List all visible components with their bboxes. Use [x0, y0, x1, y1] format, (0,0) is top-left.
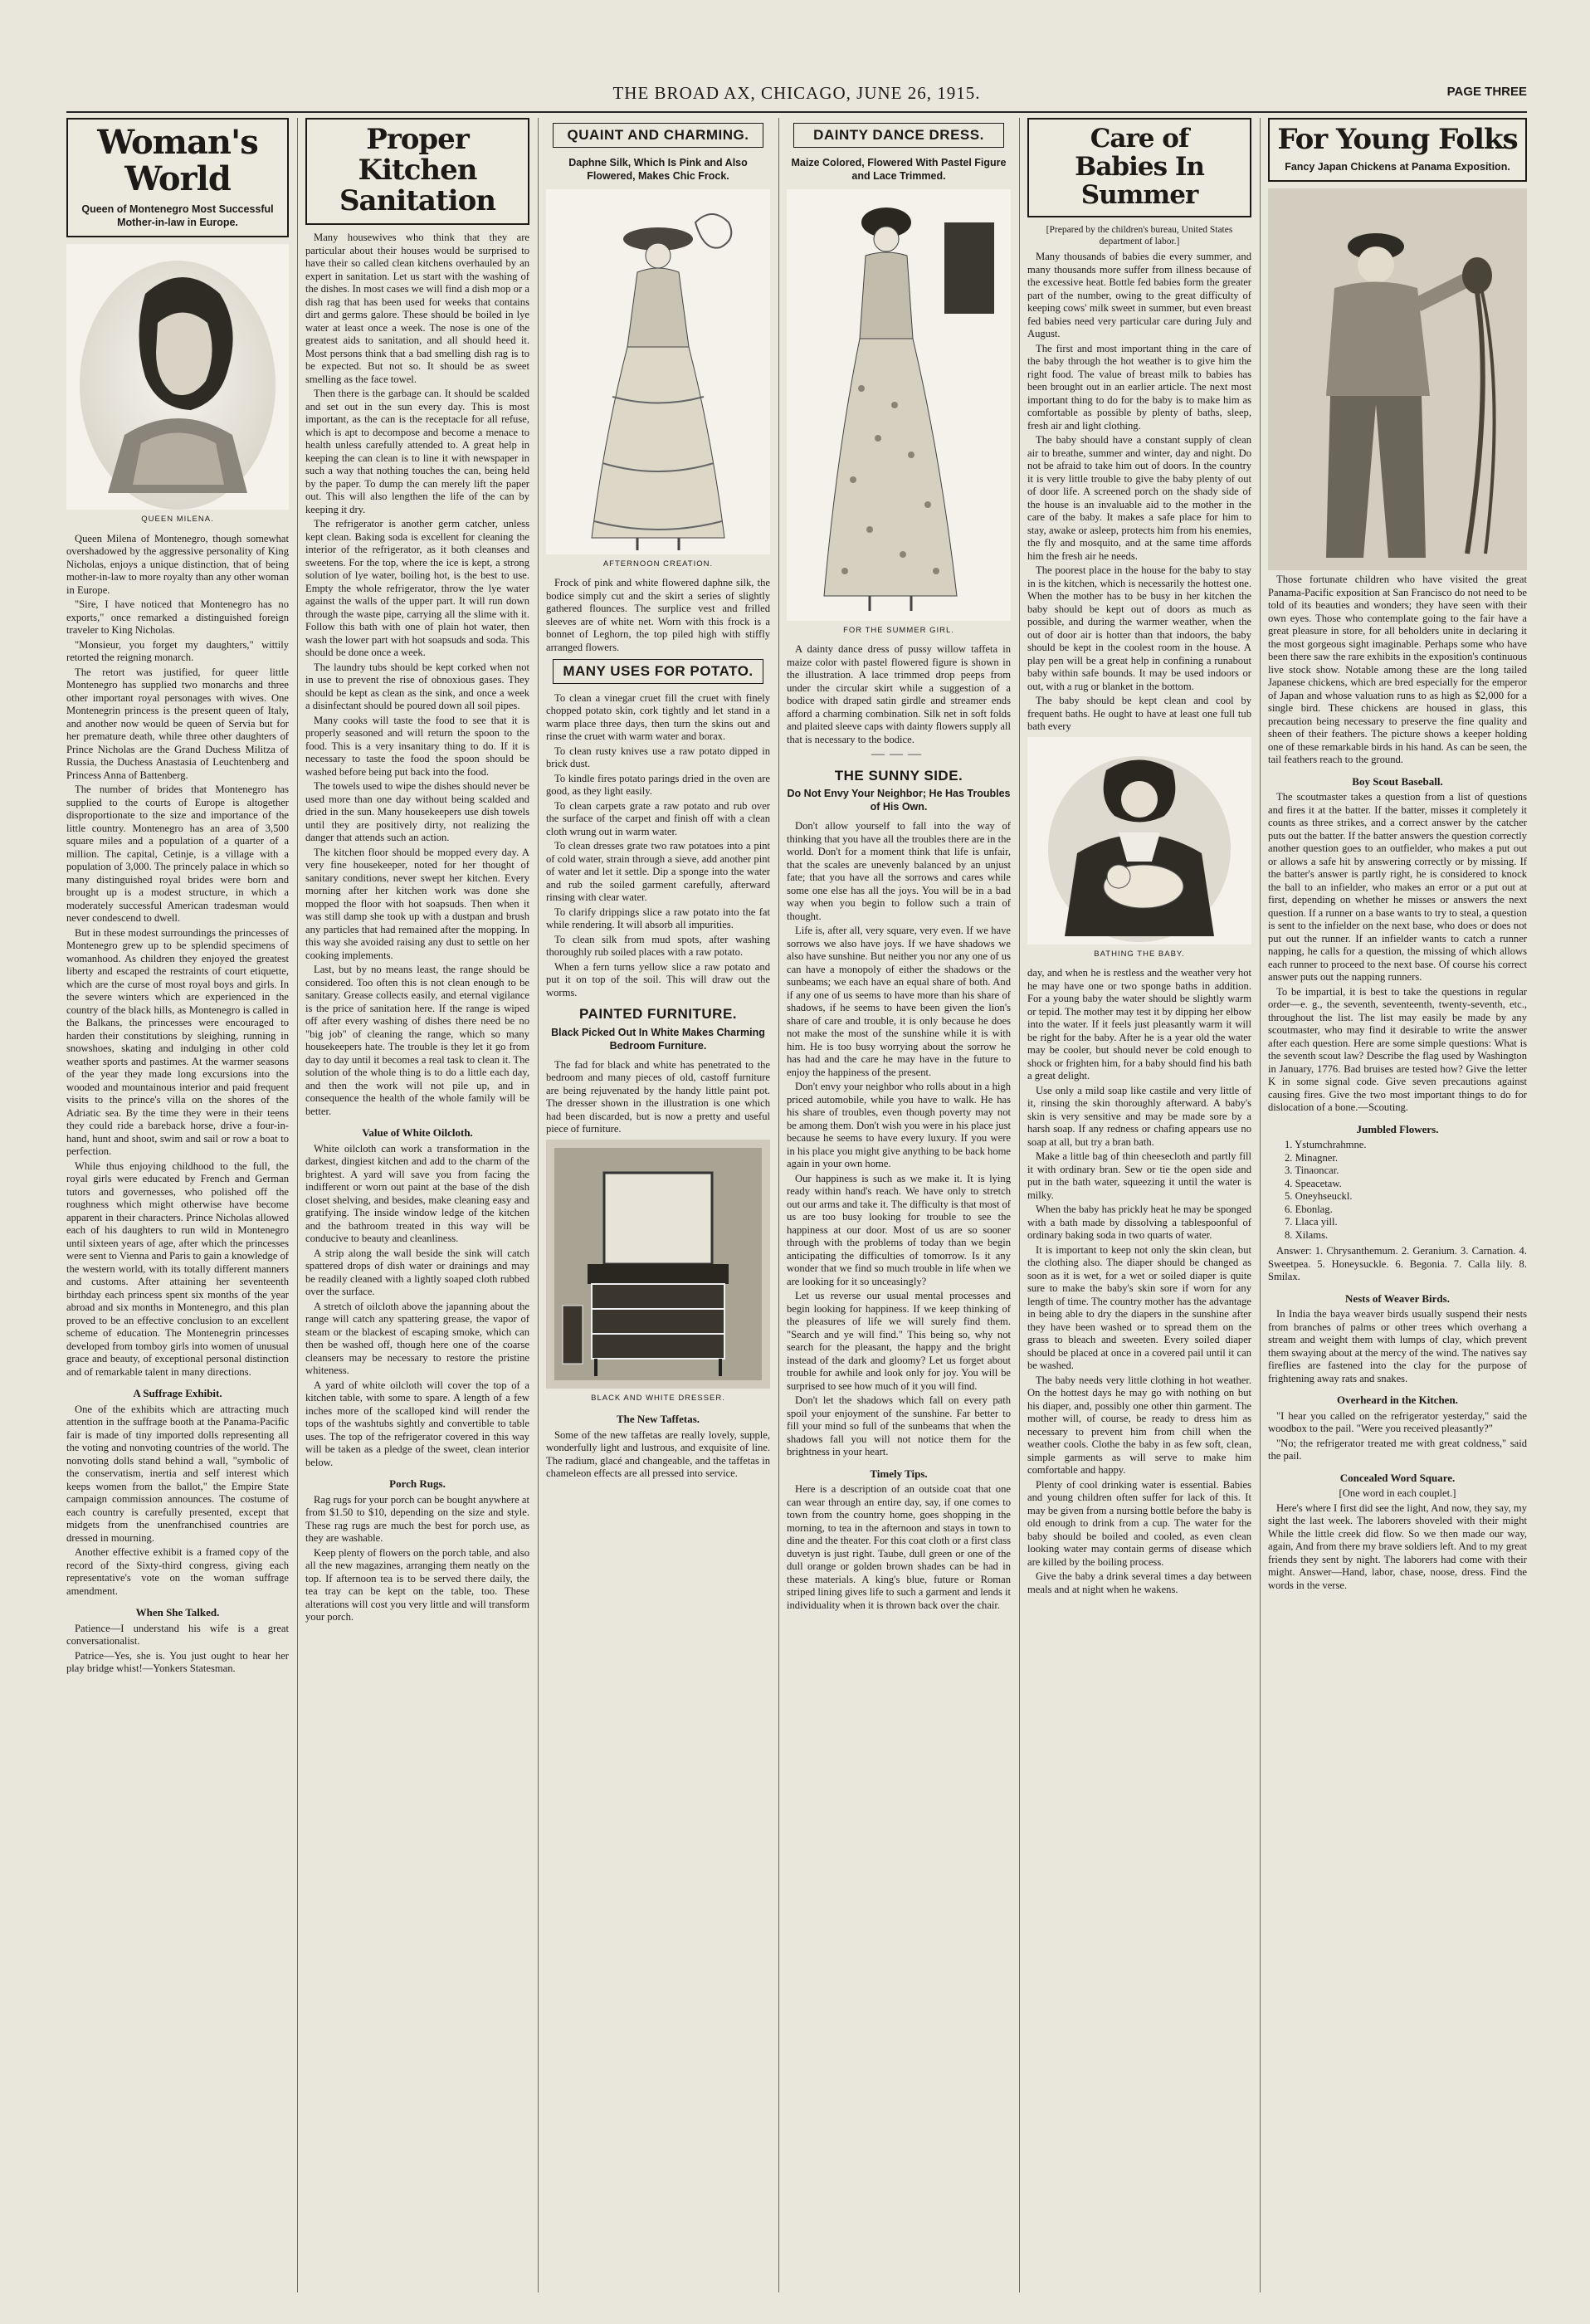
headline-line: Proper [366, 123, 469, 156]
headline-box [1027, 118, 1251, 217]
paragraph: Last, but by no means least, the range should be considered. Too often this is not clean enough to be sanitary. Grease collects easily, and eternal vigilance is the price of sanitation here. If the range is wiped off after every washing of dishes there need be no "big job" of cleaning the range, which so many housekeepers hate. The trouble is they let it go from day to day until it becomes a real task to clean it. The solution of the whole thing is to do a little each day, and then the work will not pile up, and in consequence the health of the whole family will be better. [305, 964, 529, 1117]
list-item: 3. Tinaoncar. [1285, 1164, 1339, 1176]
paragraph: Plenty of cool drinking water is essential. Babies and young children often suffer for lack of this. It may be given from a nursing bottle before the baby is old enough to drink from a cup. The water for the baby should be boiled and cooled, as even clean looking water may contain germs of disease which are killed by the boiling process. [1027, 1478, 1251, 1568]
divider-ornament: ——— [871, 747, 926, 761]
paragraph: The first and most important thing in the care of the baby through the hot weather is to give him the right food. The value of breast milk to babies has been brought out in an earlier article. The next most important thing to do for the baby is to make him as comfortable as possible by plenty of baths, sleep, fresh air and light clothing. [1027, 342, 1251, 432]
paragraph: When the baby has prickly heat he may be sponged with a bath made by dissolving a tablespoonful of ordinary baking soda in two quarts of water. [1027, 1204, 1251, 1241]
subheadline: Daphne Silk, Which Is Pink and Also Flowered, Makes Chic Frock. [568, 156, 748, 182]
headline-box [305, 118, 529, 225]
section-heading: Porch Rugs. [389, 1477, 446, 1490]
subheadline: Fancy Japan Chickens at Panama Exposition. [1285, 161, 1510, 173]
subheadline: Queen of Montenegro Most Successful Mother-in-law in Europe. [81, 203, 274, 228]
paragraph: Give the baby a drink several times a day between meals and at night when he wakens. [1027, 1570, 1251, 1595]
paragraph: "Monsieur, you forget my daughters," wittily retorted the reigning monarch. [66, 638, 289, 663]
list-item: 2. Minagner. [1285, 1151, 1339, 1164]
headline-line: Sanitation [339, 184, 495, 217]
headline-painted-furniture: PAINTED FURNITURE. [578, 1006, 737, 1022]
bathing-baby-illustration [1027, 737, 1251, 945]
paragraph: Some of the new taffetas are really lovely, supple, wonderfully light and lustrous, and exquisite of line. The radium, glacé and changeable, and the taffetas in chameleon effects are all pressed into service. [546, 1428, 770, 1479]
headline-box [66, 118, 289, 237]
list-item: 1. Ystumchrahmne. [1285, 1139, 1367, 1150]
column-rule [778, 118, 779, 2292]
paragraph: The kitchen floor should be mopped every day. A very fine housekeeper, noted for her thought of sanitary conditions, never swept her kitchen. Every morning after her kitchen work was done she mopped the floor with hot soapsuds. Then when it was still damp she took up with a dustpan and brush any particles that had remained after the mopping. In this way she avoided raising any dust to settle on her cooking implements. [305, 846, 529, 961]
headline-box [1268, 118, 1527, 182]
paragraph: Here is a description of an outside coat that one can wear through an entire day, say, if one comes to town from the country home, goes shopping in the morning, to tea in the afternoon and stays in town to dine and the theater. For this coat cloth or a first class duvetyn is just right. Taube, dull green or one of the dull orange or golden brown shades can be had in these materials. A king's blue, future or Roman striped lining gives life to such a garment and lends it individuality when it is thrown back over the chair. [787, 1483, 1011, 1611]
list-item: 6. Ebonlag. [1285, 1203, 1333, 1215]
paragraph: Don't allow yourself to fall into the way of thinking that you have all the troubles there are in the world. Don't for a moment think that life is unfair, that the scales are unevenly balanced by an unjust fate; that you have all the sorrows and cares while some one else has all the joys. You will be in a bad way when you begin to follow such a train of thought. [787, 820, 1011, 922]
paragraph: Many housewives who think that they are particular about their houses would be surprised to have their so called clean kitchens overhauled by an expert in sanitation. Let us start with the washing of the dishes. In most cases we will find a dish mop or a dish rag that has been used for weeks that contains dirt and germs galore. These should be boiled in lye water at least once a week. The nose is one of the greatest aids to sanitation, and all should heed it. Most persons think that a bad smelling dish rag is to be expected. But not so. It should be as sweet smelling as the face towel. [305, 232, 529, 385]
section-heading: Overheard in the Kitchen. [1337, 1394, 1458, 1406]
paragraph: A strip along the wall beside the sink will catch spattered drops of dish water or drainings and may be readily cleaned with a lightly soaped cloth rubbed over the surface. [305, 1247, 529, 1297]
headline-line: Kitchen [358, 154, 477, 187]
paragraph: Another effective exhibit is a framed copy of the record of the Sixty-third congress, giving each representative's vote on the woman suffrage amendment. [66, 1546, 289, 1597]
headline-box [553, 659, 763, 684]
column-dance-dress [787, 118, 1011, 2292]
paragraph: To clean silk from mud spots, after washing thoroughly rub soiled places with a raw potato. [546, 933, 770, 958]
paragraph: Make a little bag of thin cheesecloth and partly fill it with ordinary bran. Sew or tie the open side and put in the bath water, squeezing it until the water is milky. [1027, 1150, 1251, 1201]
paragraph: Here's where I first did see the light, And now, they say, my sight the last week. The laborers shoveled with their might While the little creek did flow. So we then made our way, again, And from there my brave soldiers left. And to my great friends they sent by night. The laborers had come with their might. Answer—Hand, labor, chase, noose, dress. Find the words in the verse. [1268, 1501, 1527, 1591]
headline-dainty-dance-dress: DAINTY DANCE DRESS. [813, 127, 984, 143]
section-heading: Value of White Oilcloth. [362, 1126, 473, 1139]
portrait-illustration [66, 244, 289, 510]
paragraph: [One word in each couplet.] [1339, 1487, 1456, 1499]
page-number: PAGE THREE [1446, 85, 1527, 99]
dress-illustration [787, 189, 1011, 621]
headline-box [553, 123, 763, 148]
paragraph: To be impartial, it is best to take the questions in regular order—e. g., the seventh, seventeenth, twenty-seventh, etc., throughout the list. The list may easily be made by any scoutmaster, who may find it desirable to write the answer after each question. Here are some simple questions: What is the seventh scout law? Describe the flag used by Washington in January, 1776. Bad bruises are tested how? Give the letter K in some signal code. Give seven precautions against causing fires. Give the two most important things to do for dislocation of a bone.—Scouting. [1268, 985, 1527, 1113]
column-rule [538, 118, 539, 2292]
paragraph: Let us reverse our usual mental processes and begin looking for happiness. If we keep thinking of the pleasures of life we will surely find them. "Search and ye will find." This being so, why not search for the pleasant, the happy and the bright instead of the dark and gloomy? Let us forget about trouble for awhile and look only for joy. You will be surprised to see how much of it you will find. [787, 1290, 1011, 1392]
section-heading: When She Talked. [135, 1606, 220, 1618]
headline-the-sunny-side: THE SUNNY SIDE. [834, 767, 963, 784]
list-item: 8. Xilams. [1285, 1228, 1329, 1241]
paragraph: The baby needs very little clothing in hot weather. On the hottest days he may go with nothing on but his diaper, and, possibly one other thin garment. The mother will, of course, be ready to dress him as necessary to prevent him from chill when the weather cools. Clothe the baby in as few soft, clean, simple garments as will serve to make him comfortable and happy. [1027, 1374, 1251, 1476]
column-care-of-babies [1027, 118, 1251, 2292]
image-caption: AFTERNOON CREATION. [602, 559, 714, 569]
paragraph: Rag rugs for your porch can be bought anywhere at from $1.50 to $10, depending on the size and style. These rag rugs are much the best for porch use, as they are washable. [305, 1493, 529, 1544]
paragraph: The retort was justified, for queer little Montenegro has supplied two monarchs and three other important royal personages with wives. One Montenegrin princess is the present queen of Italy, and another now would be queen of Servia but for her premature death, while three other daughters of Prince Nicholas are the Grand Duchess Militza of Russia, the Duchess Anastasia of Leuchtenberg and Princess Anna of Battenberg. [66, 666, 289, 781]
paragraph: While thus enjoying childhood to the full, the royal girls were educated by French and German tutors and governesses, who polished off the roughness which might otherwise have become apparent in their characters. Prince Nicholas allowed each of his daughters to run wild in Montenegro until sixteen years of age, after which the princesses were sent to Vienna and Paris to gain a knowledge of the western world, with its totally different manners and customs. After attaining her seventeenth birthday each princess spent six months of the year abroad and six months in Montenegro, and this plan proved to be an effective conclusion to an excellent scheme of education. The Montenegrin princesses developed from tomboy girls into women of unusual grace and beauty, of exceptional personal distinction and of remarkable talent in many directions. [66, 1160, 289, 1378]
masthead [66, 83, 1527, 113]
paragraph: Then there is the garbage can. It should be scalded and set out in the sun every day. This is most important, as the can is the receptacle for all refuse, which is apt to decompose and become a menace to health unless carefully attended to. A great help in keeping the can clean is to line it with newspaper in such a way that nothing touches the can, being held by the paper. To dump the can merely lift the paper out. This will also lengthen the life of the can by keeping it dry. [305, 388, 529, 515]
paragraph: To clarify drippings slice a raw potato into the fat while rendering. It will absorb all impurities. [546, 906, 770, 930]
image-caption: BATHING THE BABY. [1094, 949, 1185, 959]
paragraph: Patrice—Yes, she is. You just ought to hear her play bridge whist!—Yonkers Statesman. [66, 1649, 289, 1674]
section-heading: Jumbled Flowers. [1356, 1122, 1439, 1135]
paragraph: The refrigerator is another germ catcher, unless kept clean. Baking soda is excellent for cleaning the interior of the refrigerator, as it both cleanses and sweetens. For the top, where the ice is kept, a strong solution of lye water, boiling hot, is the best to use. Empty the whole refrigerator, throw the lye water against the walls of the upper part. It will run down through the waste pipe, carrying all the slime with it. Follow this bath with one of plain hot water, then wash the lower part with hot soapsuds and soda. This should be done once a week. [305, 518, 529, 658]
paragraph: Patience—I understand his wife is a great conversationalist. [66, 1622, 289, 1647]
section-heading: A Suffrage Exhibit. [133, 1387, 222, 1399]
paragraph: White oilcloth can work a transformation in the darkest, dingiest kitchen and add to the charm of the brightest. A yard will save you from facing the indifferent or worn out paint at the base of the dish closet shelving, and besides, make cleaning easy and gratifying. The inside window ledge of the kitchen and the bathroom treated in this way will be conducive to beauty and cleanliness. [305, 1142, 529, 1244]
paragraph: It is important to keep not only the skin clean, but the clothing also. The diaper should be changed as soon as it is wet, for a wet or soiled diaper is quite sure to make the baby's skin sore if worn for any length of time. The country mother has the advantage in being able to dry the diapers in the sunshine after they have been washed or to spread them on the grass to bleach and sweeten. Every soiled diaper should be placed at once in a covered pail until it can be washed. [1027, 1243, 1251, 1371]
column-rule [1260, 118, 1261, 2292]
column-womans-world [66, 118, 289, 2292]
section-heading: Boy Scout Baseball. [1352, 774, 1443, 788]
image-caption: QUEEN MILENA. [141, 515, 214, 524]
column-young-folks [1268, 118, 1527, 2292]
paragraph: One of the exhibits which are attracting much attention in the suffrage booth at the Panama-Pacific fair is made of tiny imported dolls representing all the voting and nonvoting countries of the world. The nonvoting dolls stand behind a wall, "symbolic of the conservatism, inertia and self interest which keeps women from the ballot," the Empire State campaign commission announces. The costume of each country is carefully presented, except that midgets from the unenfranchised countries are dressed in mourning. [66, 1403, 289, 1544]
paragraph: The fad for black and white has penetrated to the bedroom and many pieces of old, castoff furniture are being rejuvenated by the handy little paint pot. The dresser shown in the illustration is one which had been discarded, but is now a pretty and useful piece of furniture. [546, 1058, 770, 1135]
paragraph: The baby should be kept clean and cool by frequent baths. He ought to have at least one full tub bath every [1027, 695, 1251, 732]
section-heading: Timely Tips. [870, 1467, 928, 1480]
keeper-with-chicken-illustration [1268, 188, 1527, 570]
paragraph: But in these modest surroundings the princesses of Montenegro grew up to be splendid specimens of womanhood. As children they enjoyed the greatest liberty and escaped the restraints of court etiquette, which are the curse of most royal boys and girls. In the severe winters which are experienced in the country of the black hills, as Montenegro is called in the Balkans, the princesses were encouraged to harden their constitutions by sleighing, running in snowshoes, skating and indulging in other cold weather sports and pastimes. At the warmer seasons of the year they made long excursions into the wooded and mountainous interior and paid frequent visits to the prince's villa on the shores of the Adriatic sea. By the time they were in their teens they could ride a bareback horse, drive a four-in-hand, hunt and shoot, swim and sail or row a boat to perfection. [66, 926, 289, 1157]
paragraph: To kindle fires potato parings dried in the oven are good, as they light easily. [546, 772, 770, 797]
fashion-illustration [546, 189, 770, 554]
paragraph: To clean dresses grate two raw potatoes into a pint of cold water, strain through a sieve, add another pint of water and let it settle. Dip a sponge into the water and rub the soiled garment carefully, afterward rinsing with clear water. [546, 840, 770, 903]
headline-womans-world: Woman's World [97, 123, 258, 198]
dresser-illustration [546, 1140, 770, 1389]
paragraph: Many cooks will taste the food to see that it is properly seasoned and will return the spoon to the food. This is a very insanitary thing to do. If it is necessary to taste the food the spoon should be washed before being put back into the food. [305, 714, 529, 778]
folio-line: THE BROAD AX, CHICAGO, JUNE 26, 1915. [612, 83, 981, 103]
paragraph: Those fortunate children who have visited the great Panama-Pacific exposition at San Francisco do not need to be told of its beauties and wonders; they have seen with their own eyes. Those who contemplate going to the fair have a great pleasure in store, for all beholders unite in declaring it the most gorgeous sight imaginable. Perhaps some who have been there saw the rare exhibits in the exposition's continuous live stock show. Notable among these are the long tailed Japanese chickens, which are bred especially for the emperor of Japan and whose valuation runs to as high as $2,000 for a single bird. These chickens are housed in glass, this precaution being necessary to preserve the fine quality and sheen of their feathers. The picture shows a keeper holding one of these remarkable birds in his hand. As can be seen, the tail feathers reach to the ground. [1268, 574, 1527, 765]
paragraph: Don't envy your neighbor who rolls about in a high priced automobile, while you have to walk. He has his share of troubles, even though poverty may not be among them. Don't wish you were in his place just because he seems to have every luxury. If you were in his place you might give anything to be back home again in your own home. [787, 1081, 1011, 1169]
headline-line: Care of [1090, 124, 1189, 154]
paragraph: The poorest place in the house for the baby to stay in is the kitchen, which is necessarily the hottest one. When the mother has to be busy in her kitchen the baby should be kept out of doors as much as possible, and during the warmer weather, when the out of door air is hotter than that indoors, the baby should be kept in the coolest room in the house. A play pen will be a great help in confining a runabout baby within safe bounds. It may be used indoors or out, with a rug or blanket in the bottom. [1027, 564, 1251, 692]
subheadline: Do Not Envy Your Neighbor; He Has Troubles of His Own. [787, 788, 1011, 813]
paragraph: A stretch of oilcloth above the japanning about the range will catch any spattering grease, the vapor of steam or the blackest of escaping smoke, which can then be washed off, though here one of the coarse cleansers may be necessary to restore the pristine whiteness. [305, 1300, 529, 1376]
paragraph: day, and when he is restless and the weather very hot he may have one or two sponge baths in addition. For a young baby the water should be slightly warm or tepid. The mother may test it by dipping her elbow into the water. If it feels just pleasantly warm it will be right for the baby. After he is a year old the water may be cooler, but should never be cold enough to shock or frighten him, for a baby should find his bath a great delight. [1027, 967, 1251, 1081]
paragraph: A dainty dance dress of pussy willow taffeta in maize color with pastel flowered figure is shown in the illustration. A lace trimmed drop peeps from under the circular skirt while a suggestion of a bodice with draped satin girdle and streamer ends afford a charming combination. Silk net in soft folds and plaited sleeve caps with dainty flowers supply all that is necessary to the bodice. [787, 643, 1011, 745]
image-caption: BLACK AND WHITE DRESSER. [591, 1393, 725, 1403]
byline: [Prepared by the children's bureau, United States department of labor.] [1046, 225, 1233, 247]
paragraph: Our happiness is such as we make it. It is lying ready within hand's reach. We have only to stretch out our arms and take it. The difficulty is that most of us are too busy looking for trouble to see the happiness at our door. Most of us are so sooner through with the problems of today than we begin anticipating the difficulties of tomorrow. Is it any wonder that we find so much trouble in life when we are looking for it so unceasingly? [787, 1172, 1011, 1287]
list-item: 7. Llaca yill. [1285, 1216, 1338, 1228]
column-fashion-potato [546, 118, 770, 2292]
paragraph: Use only a mild soap like castile and very little of it, rinsing the skin thoroughly afterward. A baby's skin is very sensitive and may be made sore by a harsh soap. If any redness or chafing appears use no soap at all, but try a bran bath. [1027, 1084, 1251, 1148]
paragraph: To clean carpets grate a raw potato and rub over the surface of the carpet and finish off with a clean cloth wrung out in warm water. [546, 799, 770, 837]
column-kitchen-sanitation [305, 118, 529, 2292]
paragraph: "Sire, I have noticed that Montenegro has no exports," once remarked a distinguished foreign traveler to King Nicholas. [66, 598, 289, 636]
paragraph: A yard of white oilcloth will cover the top of a kitchen table, with some to spare. A length of a few inches more of the scalloped kind will render the tops of the washtubs sightly and convertible to table uses. The top of the refrigerator covered in this way will be taken as a pledge of the sweet, clean interior below. [305, 1379, 529, 1468]
paragraph: Keep plenty of flowers on the porch table, and also all the new magazines, arranging them neatly on the top. If afternoon tea is to be served there daily, the tea tray can be kept on the table, too. These alterations will cost you very little and will transform your porch. [305, 1546, 529, 1623]
paragraph: Don't let the shadows which fall on every path spoil your enjoyment of the sunshine. Far better to fill your mind so full of the sunbeams that when the shadows fall you will not notice them for the brightness in your heart. [787, 1394, 1011, 1457]
headline-quaint-and-charming: QUAINT AND CHARMING. [567, 127, 749, 143]
paragraph: "No; the refrigerator treated me with great coldness," said the pail. [1268, 1437, 1527, 1462]
section-heading: The New Taffetas. [616, 1413, 700, 1425]
subheadline: Maize Colored, Flowered With Pastel Figure and Lace Trimmed. [791, 156, 1007, 182]
paragraph: In India the baya weaver birds usually suspend their nests from branches of palms or other trees which overhang a stream and weight them with lumps of clay, which prevent them swaying about at the mercy of the wind. The natives say fireflies are fastened into the clay for the purpose of frightening away rats and snakes. [1268, 1308, 1527, 1384]
paragraph: Life is, after all, very square, very even. If we have sorrows we also have joys. If we have shadows we also have sunshine. But neither you nor any one of us can have a monopoly of either the shadows or the sunbeams; we each have an equal share of both. And if any one of us seems to have more than his share of shadows, if he seems to have been given the lion's share of care and trouble, it is only because he does not make the most of the sunshine while it is with him. He is too busy worrying about the sorrow he has had and the care he may have in the future to enjoy the happiness of the present. [787, 925, 1011, 1078]
paragraph: The scoutmaster takes a question from a list of questions and fires it at the batter. If the batter, misses it completely it counts as three strikes, and a correct answer by the catcher puts out the batter. If the batter answers the question correctly another question goes to an outfielder, who makes a put out or allows a safe hit by answering correctly or by missing. If the batter's answer is partly right, he is considered to knock the ball to an infielder, who makes an error or a put out at first, depending on whether he misses or answers the next question. If a runner on a base wants to try to steal, a question is sent to the infielder on the next base, who does or does not put out the runner. If an infielder wants to catch a runner napping, he calls for a question, the missing of which allows each runner to proceed to the next base. Of course his correct answer puts out the napping runners. [1268, 791, 1527, 983]
headline-line: Summer [1080, 180, 1198, 210]
section-heading: Concealed Word Square. [1339, 1471, 1456, 1484]
paragraph: The laundry tubs should be kept corked when not in use to prevent the rise of obnoxious gases. They should be kept as clean as the sink, and once a week a disinfectant should be poured down all soil pipes. [305, 661, 529, 711]
subheadline: Black Picked Out In White Makes Charming Bedroom Furniture. [551, 1026, 765, 1052]
column-rule [1019, 118, 1020, 2292]
headline-for-young-folks: For Young Folks [1277, 123, 1518, 156]
paragraph: Answer: 1. Chrysanthemum. 2. Geranium. 3. Carnation. 4. Sweetpea. 5. Honeysuckle. 6. Begonia. 7. Calla lily. 8. Smilax. [1268, 1245, 1527, 1282]
paragraph: To clean rusty knives use a raw potato dipped in brick dust. [546, 745, 770, 769]
paragraph: The towels used to wipe the dishes should never be used more than one day without being scalded and dried in the sun. Many housekeepers use dish towels until they are positively dirty, not realizing the danger that attends such an action. [305, 780, 529, 843]
paragraph: Frock of pink and white flowered daphne silk, the bodice simply cut and the skirt a series of slightly gathered flounces. The surplice vest and frilled sleeves are of white net. Worn with this frock is a bonnet of Leghorn, the top piled high with stiffly arranged flowers. [546, 577, 770, 653]
paragraph: Many thousands of babies die every summer, and many thousands more suffer from illness because of the excessive heat. Bottle fed babies form the greater part of the number, owing to the great difficulty of keeping cows' milk sweet in summer, but even breast fed babies need very particular care during July and August. [1027, 251, 1251, 339]
headline-many-uses-for-potato: MANY USES FOR POTATO. [563, 663, 754, 679]
paragraph: "I hear you called on the refrigerator yesterday," said the woodbox to the pail. "Were you received pleasantly?" [1268, 1409, 1527, 1434]
list-item: 5. Oneyhseuckl. [1285, 1190, 1353, 1202]
paragraph: Queen Milena of Montenegro, though somewhat overshadowed by the aggressive personality of King Nicholas, enjoys a unique distinction, that of being mother-in-law to more royalty than any other woman in Europe. [66, 532, 289, 596]
column-rule [297, 118, 298, 2292]
list-item: 4. Speacetaw. [1285, 1177, 1342, 1189]
paragraph: When a fern turns yellow slice a raw potato and put it on top of the soil. This will draw out the worms. [546, 960, 770, 998]
headline-box [793, 123, 1004, 148]
paragraph: The number of brides that Montenegro has supplied to the courts of Europe is altogether disproportionate to the size and importance of the little country. Montenegro has an area of 3,500 square miles and a population of a quarter of a million. The capital, Cetinje, is a village with a population of 3,000. The princely palace in which so many distinguished royal brides were born and brought up is a modest structure, in which a moderately successful American tradesman would never condescend to dwell. [66, 784, 289, 924]
paragraph: To clean a vinegar cruet fill the cruet with finely chopped potato skin, cork tightly and let stand in a warm place three days, then turn the skins out and rinse the cruet with warm water and borax. [546, 691, 770, 742]
paragraph: The baby should have a constant supply of clean air to breathe, summer and winter, day and night. Do not be afraid to take him out of doors. In the country it is very little trouble to give the baby plenty of out of door life. A screened porch on the shady side of the house is an invaluable aid to the mother in the care of the baby. It makes a safe place for him to stay, awake or asleep, protects him from his enemies, the fly and mosquito, and at the same time affords him the fresh air he needs. [1027, 434, 1251, 562]
section-heading: Nests of Weaver Birds. [1345, 1291, 1450, 1305]
image-caption: FOR THE SUMMER GIRL. [843, 625, 954, 635]
jumbled-flowers-list [1285, 1139, 1527, 1242]
headline-line: Babies In [1075, 152, 1204, 182]
